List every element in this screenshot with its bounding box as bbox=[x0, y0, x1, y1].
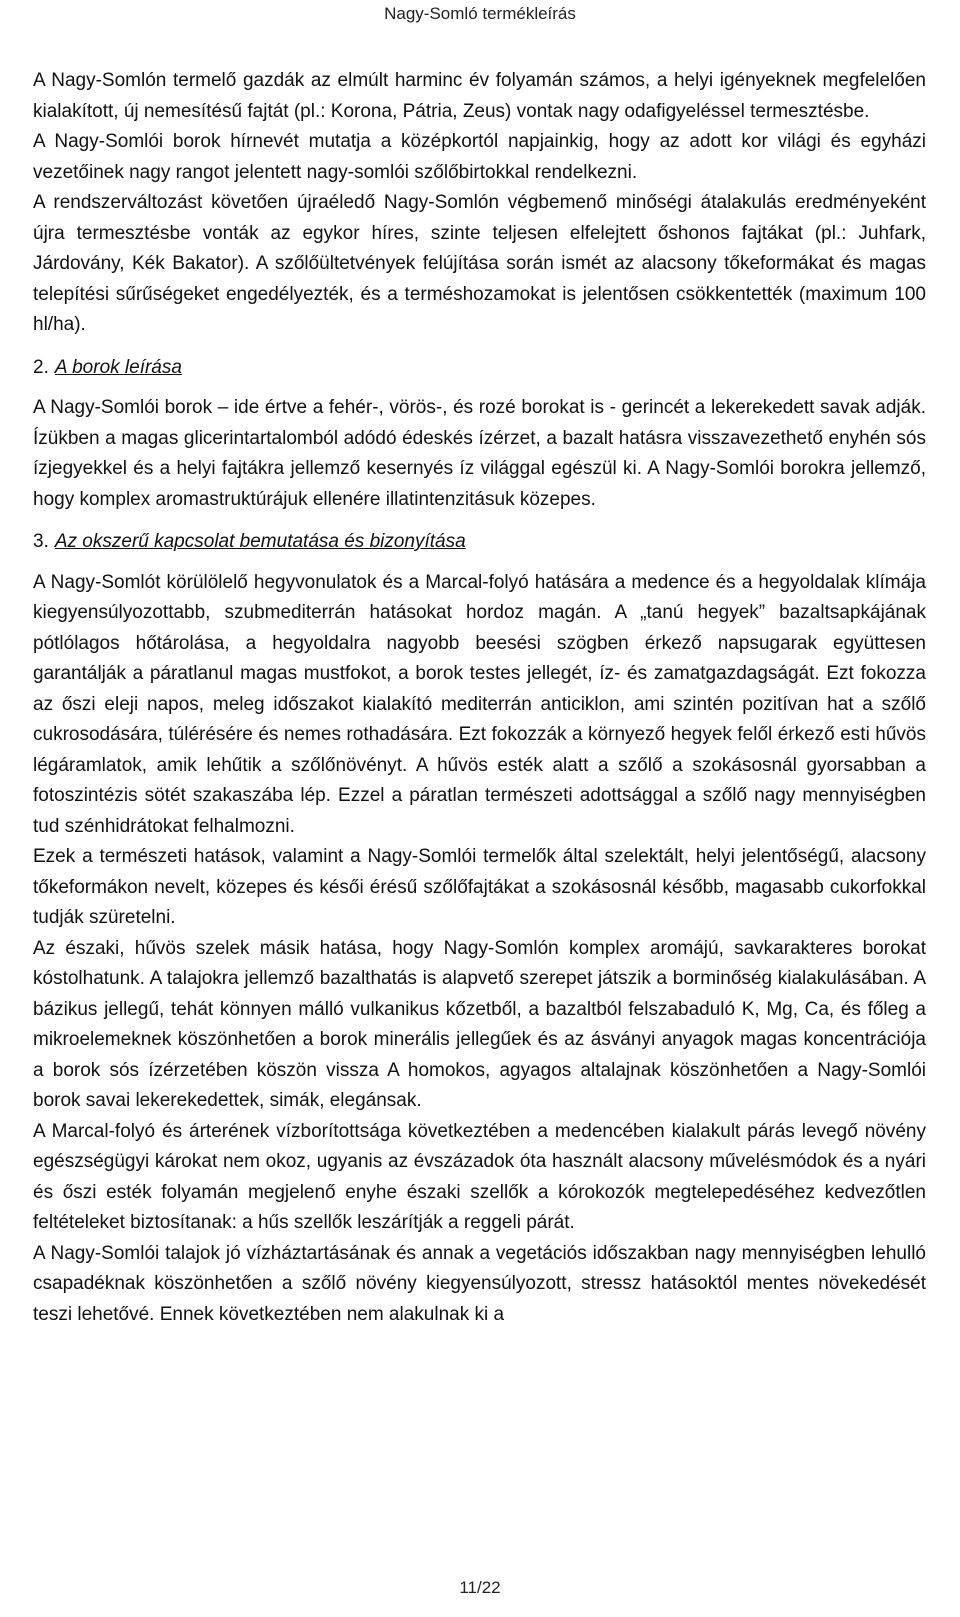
paragraph-intro-1: A Nagy-Somlón termelő gazdák az elmúlt harminc év folyamán számos, a helyi igényeknek megfelelően kialakított, új nemesítésű fajtát (pl.: Korona, Pátria, Zeus) vontak nagy odafigyeléssel termesztésbe. bbox=[33, 70, 926, 122]
section-3-number: 3. bbox=[33, 531, 49, 552]
section-2-heading bbox=[33, 353, 926, 384]
section-3-heading bbox=[33, 527, 926, 558]
section-2-number: 2. bbox=[33, 356, 49, 378]
section-3-paragraph-1: A Nagy-Somlót körülölelő hegyvonulatok és a Marcal-folyó hatására a medence és a hegyoldalak klímája kiegyensúlyozottabb, szubmediterrán hatásokat hordoz magán. A „tanú hegyek” bazaltsapkájának pótlólagos hőtárolása, a hegyoldalra nagyobb beesési szögben érkező napsugarak együttesen garantálják a páratlanul magas mustfokot, a borok testes jellegét, íz- és zamatgazdagságát. Ezt fokozza az őszi eleji napos, meleg időszakot kialakító mediterrán anticiklon, ami szintén pozitívan hat a szőlő cukrosodására, túlérésére és nemes rothadására. Ezt fokozzák a környező hegyek felől érkező esti hűvös légáramlatok, amik lehűtik a szőlőnövényt. A hűvös esték alatt a szőlő a szokásosnál gyorsabban a fotoszintézis sötét szakaszába lép. Ezzel a páratlan természeti adottsággal a szőlő nagy mennyiségben tud szénhidrátokat felhalmozni. bbox=[33, 571, 926, 837]
document-title: Nagy-Somló termékleírás bbox=[384, 4, 576, 23]
section-2-paragraph: A Nagy-Somlói borok – ide értve a fehér-, vörös-, és rozé borokat is - gerincét a lekerekedett savak adják. Ízükben a magas glicerintartalomból adódó édeskés ízérzet, a bazalt hatásra visszavezethető enyhén sós ízjegyekkel és a helyi fajtákra jellemző kesernyés íz világgal egészül ki. A Nagy-Somlói borokra jellemző, hogy komplex aromastruktúrájuk ellenére illatintenzitásuk közepes. bbox=[33, 397, 926, 510]
section-3-paragraph-3: Az északi, hűvös szelek másik hatása, hogy Nagy-Somlón komplex aromájú, savkarakteres borokat kóstolhatunk. A talajokra jellemző bazalthatás is alapvető szerepet játszik a borminőség kialakulásában. A bázikus jellegű, tehát könnyen málló vulkanikus kőzetből, a bazaltból felszabaduló K, Mg, Ca, és főleg a mikroelemeknek köszönhetően a borok minerális jellegűek és az ásványi anyagok magas koncentrációja a borok sós ízérzetében köszön vissza A homokos, agyagos altalajnak köszönhetően a Nagy-Somlói borok savai lekerekedettek, simák, elegánsak. bbox=[33, 937, 926, 1111]
page-number bbox=[0, 1578, 960, 1598]
section-3-paragraph-5: A Nagy-Somlói talajok jó vízháztartásának és annak a vegetációs időszakban nagy mennyiségben lehulló csapadéknak köszönhetően a szőlő növény kiegyensúlyozott, stressz hatásoktól mentes növekedését teszi lehetővé. Ennek következtében nem alakulnak ki a bbox=[33, 1242, 926, 1325]
section-3-paragraph-4: A Marcal-folyó és árterének vízborítottsága következtében a medencében kialakult párás levegő növény egészségügyi károkat nem okoz, ugyanis az évszázadok óta használt alacsony művelésmódok és a nyári és őszi esték folyamán megjelenő enyhe északi szellők a kórokozók megtelepedéséhez kedvezőtlen feltételeket biztosítanak: a hűs szellők leszárítják a reggeli párát. bbox=[33, 1120, 926, 1233]
page-number-label: 11/22 bbox=[459, 1578, 501, 1597]
section-3-paragraph-2: Ezek a természeti hatások, valamint a Nagy-Somlói termelők által szelektált, helyi jelentőségű, alacsony tőkeformákon nevelt, közepes és késői érésű szőlőfajtákat a szokásosnál később, magasabb cukorfokkal tudják szüretelni. bbox=[33, 846, 926, 928]
document-body bbox=[33, 66, 926, 1330]
section-3-title: Az okszerű kapcsolat bemutatása és bizonyítása bbox=[54, 531, 466, 552]
paragraph-intro-3: A rendszerváltozást követően újraéledő Nagy-Somlón végbemenő minőségi átalakulás eredményeként újra termesztésbe vonták az egykor híres, szinte teljesen elfelejtett őshonos fajtákat (pl.: Juhfark, Járdovány, Kék Bakator). A szőlőültetvények felújítása során ismét az alacsony tőkeformákat és magas telepítési sűrűségeket engedélyezték, és a terméshozamokat is jelentősen csökkentették (maximum 100 hl/ha). bbox=[33, 192, 926, 335]
section-2-title: A borok leírása bbox=[54, 356, 182, 378]
page-header bbox=[0, 4, 960, 24]
paragraph-intro-2: A Nagy-Somlói borok hírnevét mutatja a középkortól napjainkig, hogy az adott kor világi és egyházi vezetőinek nagy rangot jelentett nagy-somlói szőlőbirtokkal rendelkezni. bbox=[33, 131, 926, 183]
